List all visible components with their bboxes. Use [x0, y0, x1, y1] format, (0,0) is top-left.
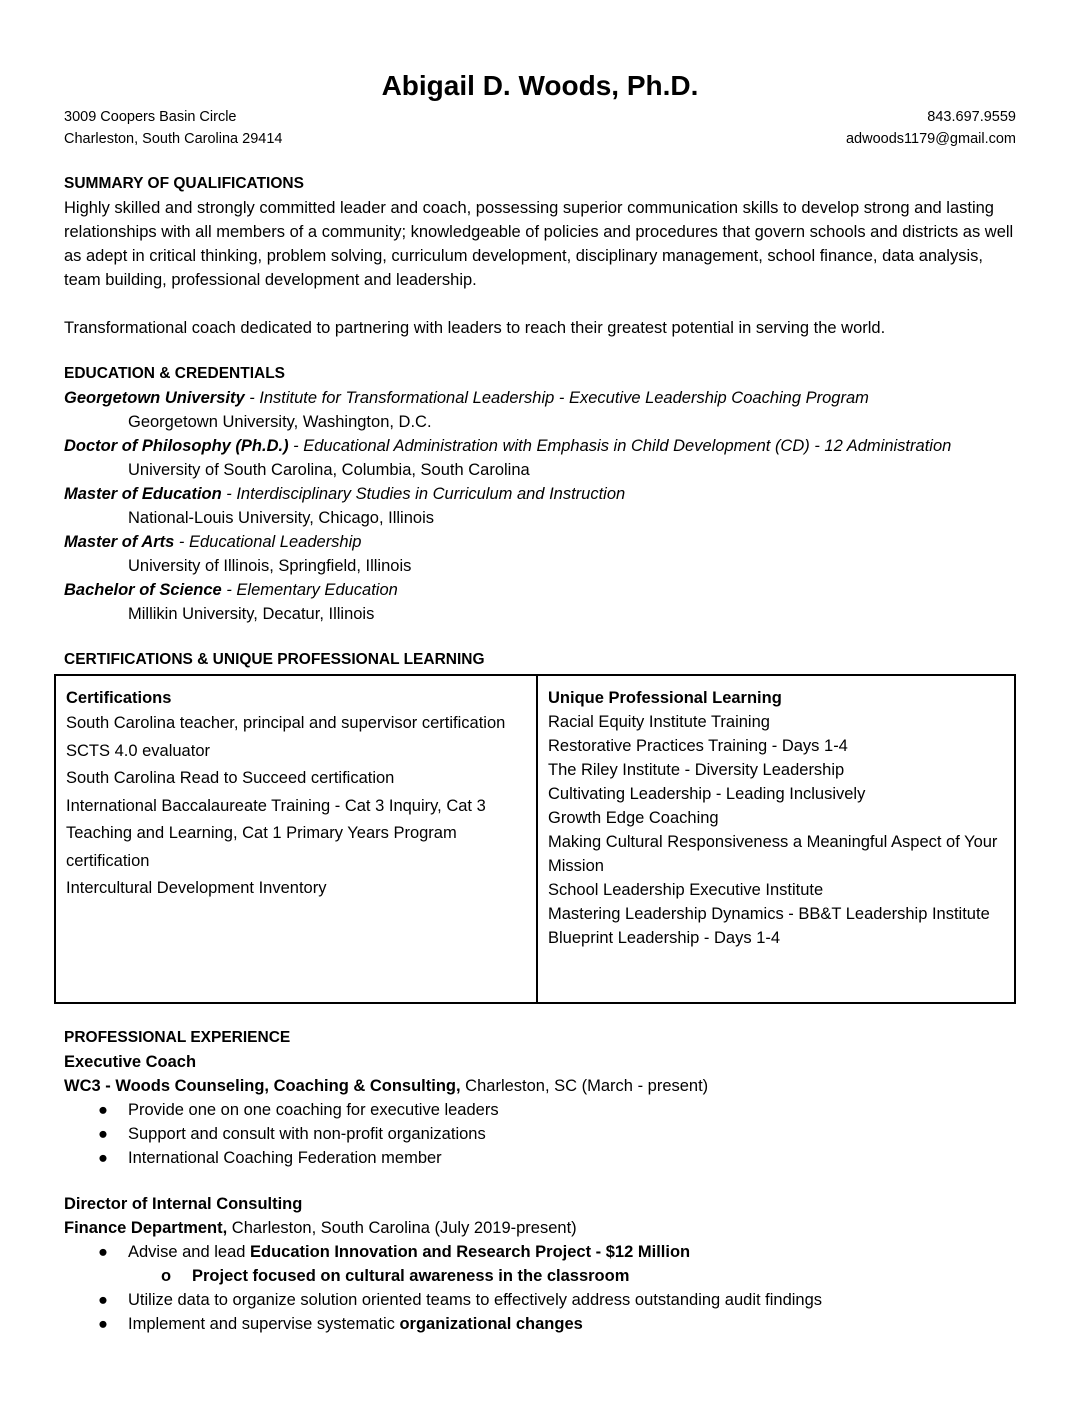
organization-name: WC3 - Woods Counseling, Coaching & Consulting,	[64, 1077, 461, 1095]
bullet-icon: ●	[98, 1149, 108, 1167]
school-location: Georgetown University, Washington, D.C.	[128, 413, 432, 431]
bullet-bold-text: organizational changes	[399, 1315, 583, 1333]
summary-heading: SUMMARY OF QUALIFICATIONS	[64, 175, 304, 192]
resume-page	[64, 68, 1016, 1336]
school-location: Millikin University, Decatur, Illinois	[128, 605, 375, 623]
learning-item: Making Cultural Responsiveness a Meaningful Aspect of Your Mission	[548, 833, 998, 875]
phone-number: 843.697.9559	[927, 109, 1016, 125]
job-director-internal-consulting	[64, 1192, 1016, 1336]
summary-paragraph-2: Transformational coach dedicated to partnering with leaders to reach their greatest potential in serving the world.	[64, 319, 886, 337]
job-bullets	[64, 1288, 1016, 1336]
professional-learning-heading: Unique Professional Learning	[548, 689, 782, 707]
job-title: Director of Internal Consulting	[64, 1195, 303, 1213]
bullet-icon: ●	[98, 1125, 108, 1143]
job-bullets	[64, 1240, 1016, 1264]
education-entry	[64, 530, 1016, 578]
school-location: National-Louis University, Chicago, Illinois	[128, 509, 434, 527]
certification-item: SCTS 4.0 evaluator	[66, 741, 210, 760]
address-line-1: 3009 Coopers Basin Circle	[64, 109, 237, 125]
professional-learning-column	[537, 675, 1015, 1003]
address-line-2: Charleston, South Carolina 29414	[64, 131, 283, 147]
education-entry	[64, 482, 1016, 530]
degree-field: - Educational Administration with Emphasis in Child Development (CD) - 12 Administration	[288, 437, 952, 455]
bullet-bold-text: Education Innovation and Research Project - $12 Million	[250, 1243, 691, 1261]
certifications-heading: CERTIFICATIONS & UNIQUE PROFESSIONAL LEARNING	[64, 651, 485, 668]
education-entry	[64, 386, 1016, 434]
certification-item: South Carolina Read to Succeed certification	[66, 769, 395, 787]
learning-item: Mastering Leadership Dynamics - BB&T Leadership Institute	[548, 905, 990, 923]
degree-name: Bachelor of Science	[64, 581, 222, 599]
sub-bullet	[64, 1264, 1016, 1288]
learning-item: Racial Equity Institute Training	[548, 713, 770, 731]
certifications-table	[54, 674, 1016, 1004]
certifications-column	[55, 675, 537, 1003]
job-bullet	[64, 1288, 1016, 1312]
learning-item: The Riley Institute - Diversity Leadership	[548, 761, 845, 779]
job-bullet	[64, 1146, 1016, 1170]
organization-name: Finance Department,	[64, 1219, 228, 1237]
contact-block	[64, 106, 1016, 150]
learning-item: Blueprint Leadership - Days 1-4	[548, 929, 781, 947]
job-organization	[64, 1074, 1016, 1098]
sub-bullet-text: Project focused on cultural awareness in the classroom	[192, 1267, 630, 1285]
bullet-text: Support and consult with non-profit organizations	[128, 1125, 486, 1143]
job-bullet	[64, 1240, 1016, 1264]
candidate-name: Abigail D. Woods, Ph.D.	[381, 70, 699, 101]
organization-details: Charleston, South Carolina (July 2019-present)	[227, 1219, 577, 1237]
degree-name: Master of Arts	[64, 533, 175, 551]
certification-item: International Baccalaureate Training - Cat 3 Inquiry, Cat 3 Teaching and Learning, Cat 1 Primary Years Program certification	[66, 796, 486, 870]
education-heading: EDUCATION & CREDENTIALS	[64, 365, 286, 382]
address-block	[64, 106, 282, 150]
bullet-text: International Coaching Federation member	[128, 1149, 442, 1167]
degree-name: Doctor of Philosophy (Ph.D.)	[64, 437, 289, 455]
certifications-column-heading: Certifications	[66, 689, 172, 707]
job-bullet	[64, 1312, 1016, 1336]
degree-field: - Educational Leadership	[174, 533, 362, 551]
phone-email-block	[846, 106, 1016, 150]
degree-name: Georgetown University	[64, 389, 245, 407]
organization-details: Charleston, SC (March - present)	[460, 1077, 709, 1095]
bullet-text: Implement and supervise systematic	[128, 1315, 400, 1333]
education-entry	[64, 578, 1016, 626]
bullet-text: Advise and lead	[128, 1243, 251, 1261]
school-location: University of South Carolina, Columbia, South Carolina	[128, 461, 530, 479]
job-organization	[64, 1216, 1016, 1240]
learning-item: School Leadership Executive Institute	[548, 881, 824, 899]
bullet-icon: ●	[98, 1101, 108, 1119]
learning-item: Restorative Practices Training - Days 1-4	[548, 737, 848, 755]
sub-bullet-icon: o	[161, 1267, 172, 1285]
job-bullets	[64, 1098, 1016, 1170]
certification-item: Intercultural Development Inventory	[66, 879, 327, 897]
bullet-text: Utilize data to organize solution oriented teams to effectively address outstanding audit findings	[128, 1291, 823, 1309]
degree-field: - Institute for Transformational Leadership - Executive Leadership Coaching Program	[244, 389, 869, 407]
degree-field: - Elementary Education	[221, 581, 398, 599]
certification-item: South Carolina teacher, principal and supervisor certification	[66, 714, 506, 732]
experience-heading: PROFESSIONAL EXPERIENCE	[64, 1029, 291, 1046]
email-address: adwoods1179@gmail.com	[845, 131, 1016, 147]
learning-item: Growth Edge Coaching	[548, 809, 719, 827]
education-entry	[64, 434, 1016, 482]
degree-field: - Interdisciplinary Studies in Curriculum and Instruction	[221, 485, 626, 503]
degree-name: Master of Education	[64, 485, 222, 503]
job-bullet	[64, 1122, 1016, 1146]
bullet-icon: ●	[98, 1291, 108, 1309]
learning-item: Cultivating Leadership - Leading Inclusively	[548, 785, 866, 803]
bullet-icon: ●	[98, 1315, 108, 1333]
job-executive-coach	[64, 1050, 1016, 1170]
sub-bullets	[64, 1264, 1016, 1288]
job-bullet	[64, 1098, 1016, 1122]
school-location: University of Illinois, Springfield, Illinois	[128, 557, 412, 575]
bullet-icon: ●	[98, 1243, 108, 1261]
education-list	[64, 386, 1016, 626]
job-title: Executive Coach	[64, 1053, 197, 1071]
bullet-text: Provide one on one coaching for executive leaders	[128, 1101, 499, 1119]
summary-paragraph-1: Highly skilled and strongly committed leader and coach, possessing superior communication skills to develop strong and lasting relationships with all members of a community; knowledgeable of policies and procedures that govern schools and districts as well as adept in critical thinking, problem solving, curriculum development, disciplinary management, school finance, data analysis, team building, professional development and leadership.	[64, 199, 1014, 289]
